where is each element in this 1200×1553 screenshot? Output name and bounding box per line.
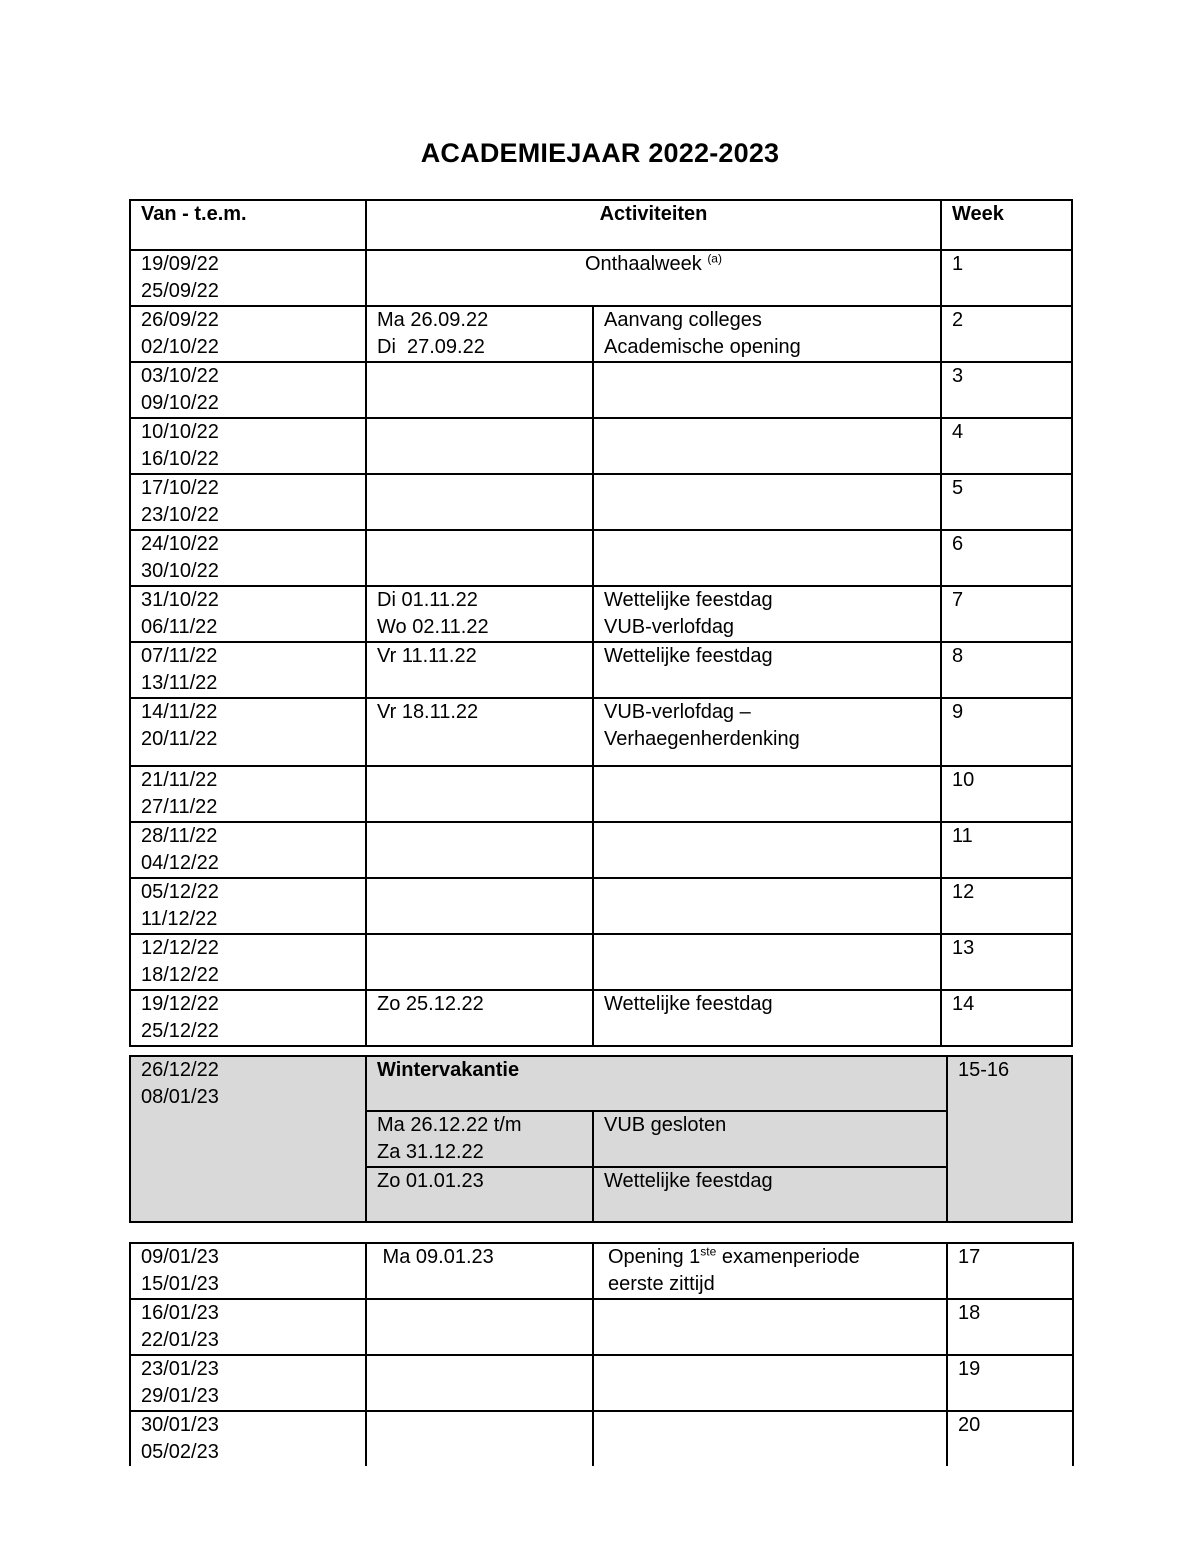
table-row [130,306,1072,362]
period-cell [130,766,366,822]
activity-desc [593,530,941,586]
date-from: 07/11/22 [141,645,218,667]
table-row [130,586,1072,642]
date-to: 18/12/22 [141,964,219,986]
period-cell [130,642,366,698]
activity-date [366,878,593,934]
date-to: 13/11/22 [141,672,218,694]
activity-desc-line: Wettelijke feestdag [604,589,773,611]
activity-date [366,362,593,418]
period-cell [130,250,366,306]
activity-date-line: Za 31.12.22 [377,1141,484,1163]
date-to: 11/12/22 [141,908,218,930]
activity-desc [593,642,941,698]
date-from: 23/01/23 [141,1358,219,1380]
date-from: 30/01/23 [141,1414,219,1436]
header-period: Van - t.e.m. [130,200,366,250]
period-cell [130,1411,366,1466]
activity-date [366,418,593,474]
week-cell: 13 [941,934,1072,990]
date-to: 08/01/23 [141,1086,219,1108]
activity-date [366,306,593,362]
table-row [130,1411,1073,1466]
header-week: Week [941,200,1072,250]
date-to: 30/10/22 [141,560,219,582]
table-row [130,698,1072,766]
activity-date-line: Di 27.09.22 [377,336,485,358]
period-cell [130,362,366,418]
activity-date-line: Vr 11.11.22 [377,645,477,667]
date-to: 29/01/23 [141,1385,219,1407]
date-to: 06/11/22 [141,616,218,638]
period-cell [130,1243,366,1299]
activity-desc [593,698,941,766]
date-from: 09/01/23 [141,1246,219,1268]
activity-desc [593,418,941,474]
week-cell: 20 [947,1411,1073,1466]
table-row [130,766,1072,822]
week-cell: 14 [941,990,1072,1046]
table-row [130,822,1072,878]
week-cell: 7 [941,586,1072,642]
activity-desc [593,362,941,418]
activity-desc: Wettelijke feestdag [593,1167,947,1222]
activity-date: Zo 01.01.23 [366,1167,593,1222]
desc-text: Opening 1 [608,1246,701,1268]
date-to: 23/10/22 [141,504,219,526]
table-row [130,474,1072,530]
period-cell [130,1355,366,1411]
date-to: 22/01/23 [141,1329,219,1351]
activity-desc [593,766,941,822]
winter-title: Wintervakantie [366,1056,947,1111]
desc-superscript: ste [700,1244,717,1259]
activity-desc [593,1411,947,1466]
table-row [130,1299,1073,1355]
activity-date-line: Vr 18.11.22 [377,701,479,723]
activity-desc [593,822,941,878]
activity-desc [593,1355,947,1411]
period-cell [130,306,366,362]
activity-date [366,698,593,766]
date-from: 26/09/22 [141,309,219,331]
date-to: 25/09/22 [141,280,219,302]
date-from: 28/11/22 [141,825,218,847]
activity-date [366,990,593,1046]
activity-date-line: Zo 25.12.22 [377,993,484,1015]
page-title: ACADEMIEJAAR 2022-2023 [420,138,780,168]
desc-text: examenperiode [716,1246,860,1268]
activity-date-line: Ma 09.01.23 [377,1246,494,1268]
activity-date [366,1355,593,1411]
activity-desc-line: Wettelijke feestdag [604,993,773,1015]
period-cell [130,934,366,990]
activity-date-line: Ma 26.09.22 [377,309,489,331]
schedule-table-exams [129,1242,1074,1466]
table-row [130,642,1072,698]
period-cell [130,586,366,642]
activity-desc [593,878,941,934]
activity-date [366,822,593,878]
date-from: 24/10/22 [141,533,219,555]
schedule-table-autumn [129,199,1073,1047]
activity-desc-line [608,1244,936,1271]
activity-date-line: Wo 02.11.22 [377,616,489,638]
week-cell: 3 [941,362,1072,418]
week-cell: 4 [941,418,1072,474]
table-row [130,530,1072,586]
activity-desc-line: eerste zittijd [608,1273,715,1295]
activity-desc-line: Aanvang colleges [604,309,762,331]
week-cell: 5 [941,474,1072,530]
week-cell: 12 [941,878,1072,934]
activity-date [366,586,593,642]
date-to: 15/01/23 [141,1273,219,1295]
week-cell: 6 [941,530,1072,586]
activity-desc-line: Wettelijke feestdag [604,645,773,667]
activity-desc [593,586,941,642]
date-from: 05/12/22 [141,881,219,903]
activity-text: Onthaalweek [585,253,702,275]
date-from: 19/09/22 [141,253,219,275]
date-from: 16/01/23 [141,1302,219,1324]
activity-date [366,1299,593,1355]
activity-desc [593,474,941,530]
period-cell [130,698,366,766]
week-cell: 17 [947,1243,1073,1299]
date-from: 03/10/22 [141,365,219,387]
table-row [130,1355,1073,1411]
period-cell [130,990,366,1046]
activity-date-line: Ma 26.12.22 t/m [377,1114,522,1136]
date-from: 21/11/22 [141,769,218,791]
week-cell: 9 [941,698,1072,766]
activity-date [366,642,593,698]
activity-desc-line: VUB-verlofdag – [604,701,751,723]
date-to: 05/02/23 [141,1441,219,1463]
date-from: 17/10/22 [141,477,219,499]
table-header-row [130,200,1072,250]
activity-desc: VUB gesloten [593,1111,947,1167]
week-cell: 18 [947,1299,1073,1355]
table-row [130,362,1072,418]
header-activities: Activiteiten [366,200,941,250]
period-cell [130,822,366,878]
activity-desc [593,1299,947,1355]
activity-desc [593,934,941,990]
table-row [130,990,1072,1046]
activity-date-line: Di 01.11.22 [377,589,478,611]
activity-date [366,766,593,822]
activity-desc-line: Verhaegenherdenking [604,728,800,750]
week-cell: 10 [941,766,1072,822]
week-cell: 11 [941,822,1072,878]
date-to: 27/11/22 [141,796,218,818]
activity-date [366,1111,593,1167]
table-row [130,1243,1073,1299]
activity-date [366,474,593,530]
period-cell [130,530,366,586]
table-row [130,250,1072,306]
date-to: 20/11/22 [141,728,218,750]
activity-date [366,1411,593,1466]
schedule-table-winter [129,1055,1073,1223]
date-from: 10/10/22 [141,421,219,443]
period-cell [130,418,366,474]
activity-date [366,1243,593,1299]
footnote-marker: (a) [707,251,722,266]
table-row [130,934,1072,990]
table-row [130,878,1072,934]
activity-date [366,530,593,586]
date-to: 25/12/22 [141,1020,219,1042]
week-cell: 1 [941,250,1072,306]
period-cell [130,1056,366,1222]
date-to: 02/10/22 [141,336,219,358]
activity-desc [593,306,941,362]
period-cell [130,878,366,934]
week-cell: 19 [947,1355,1073,1411]
date-from: 12/12/22 [141,937,219,959]
date-to: 09/10/22 [141,392,219,414]
date-to: 04/12/22 [141,852,219,874]
activity-cell [366,250,941,306]
table-row [130,1056,1072,1111]
date-from: 19/12/22 [141,993,219,1015]
date-to: 16/10/22 [141,448,219,470]
activity-desc-line: Academische opening [604,336,801,358]
period-cell [130,474,366,530]
period-cell [130,1299,366,1355]
date-from: 14/11/22 [141,701,218,723]
week-cell: 2 [941,306,1072,362]
activity-desc [593,990,941,1046]
week-cell: 8 [941,642,1072,698]
date-from: 31/10/22 [141,589,219,611]
activity-desc-line: VUB-verlofdag [604,616,735,638]
activity-date [366,934,593,990]
date-from: 26/12/22 [141,1059,219,1081]
table-row [130,418,1072,474]
activity-desc [593,1243,947,1299]
week-cell: 15-16 [947,1056,1072,1222]
